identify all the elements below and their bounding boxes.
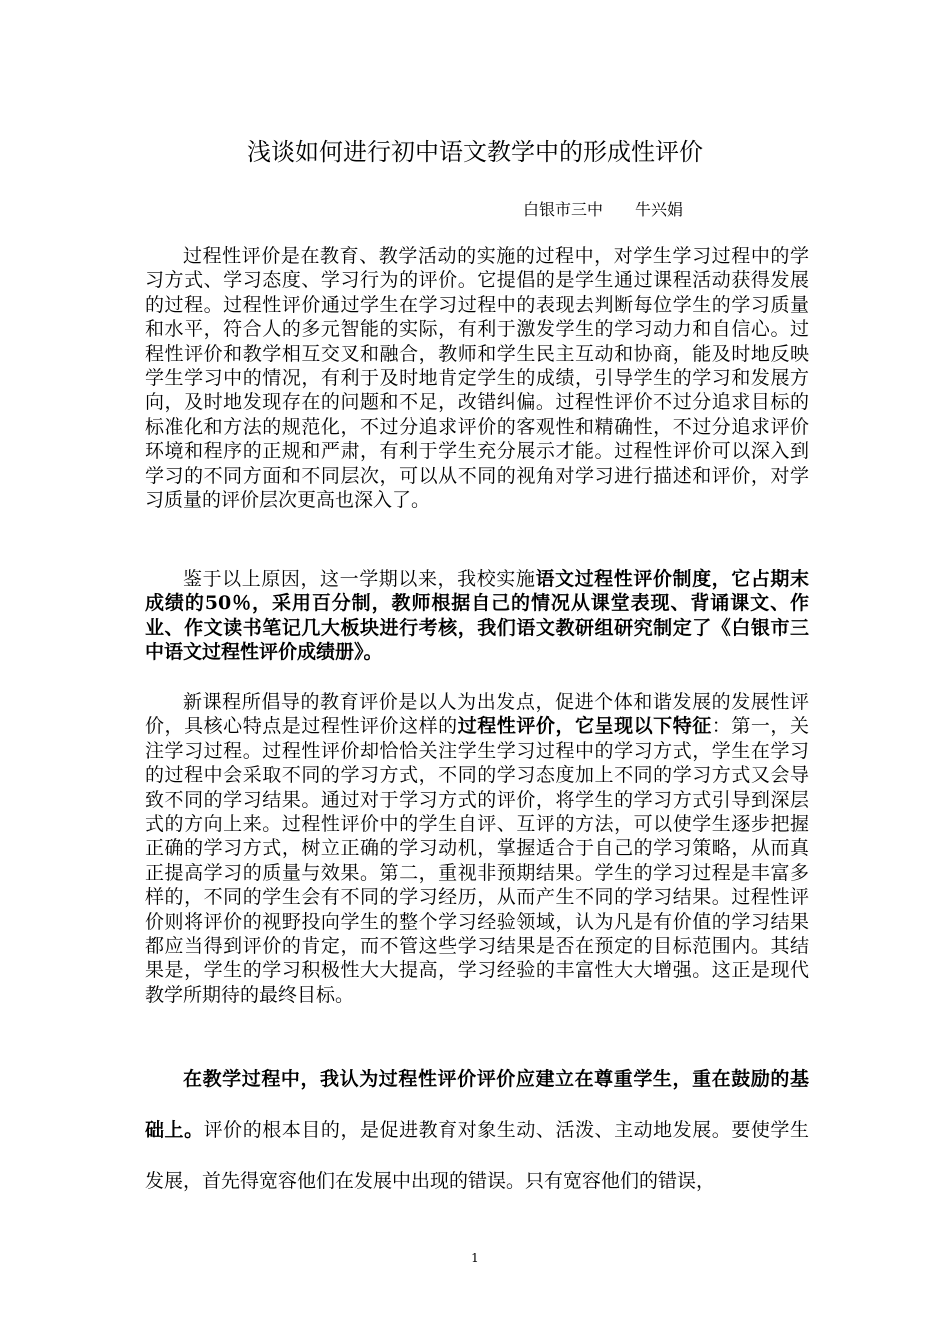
paragraph-4-bold-text: 在教学过程中，我认为过程性评价评价应建立在尊重学生，重在鼓励的基础上。 [145,1068,809,1141]
paragraph-3-text-b: ：第一，关注学习过程。过程性评价却恰恰关注学生学习过程中的学习方式，学生在学习的过程中会采取不同的学习方式，不同的学习态度加上不同的学习方式又会导致不同的学习结果。通过对于学习方式的评价，将学生的学习方式引导到深层式的方向上来。过程性评价中的学生自评、互评的方法，可以使学生逐步把握正确的学习方式，树立正确的学习动机，掌握适合于自己的学习策略，从而真正提高学习的质量与效果。第二，重视非预期结果。学生的学习过程是丰富多样的，不同的学生会有不同的学习经历，从而产生不同的学习结果。过程性评价则将评价的视野投向学生的整个学习经验领域，认为凡是有价值的学习结果都应当得到评价的肯定，而不管这些学习结果是否在预定的目标范围内。其结果是，学生的学习积极性大大提高，学习经验的丰富性大大增强。这正是现代教学所期待的最终目标。 [145,715,809,1006]
paragraph-2-text: 鉴于以上原因，这一学期以来，我校实施 [183,568,536,590]
paragraph-2 [145,567,809,665]
page-number: 1 [471,1251,479,1265]
paragraph-2-bold-text: 语文过程性评价制度，它占期末成绩的50％，采用百分制，教师根据自己的情况从课堂表现、背诵课文、作业、作文读书笔记几大板块进行考核，我们语文教研组研究制定了《白银市三中语文过程性评价成绩册》。 [145,568,809,664]
paragraph-3 [145,690,809,1007]
paragraph-4 [145,1054,809,1207]
document-title: 浅谈如何进行初中语文教学中的形成性评价 [247,138,703,166]
paragraph-3-text-a: 新课程所倡导的教育评价是以人为出发点，促进个体和谐发展的发展性评价，具核心特点是过程性评价这样的 [145,691,809,738]
paragraph-1: 过程性评价是在教育、教学活动的实施的过程中，对学生学习过程中的学习方式、学习态度、学习行为的评价。它提倡的是学生通过课程活动获得发展的过程。过程性评价通过学生在学习过程中的表现去判断每位学生的学习质量和水平，符合人的多元智能的实际，有利于激发学生的学习动力和自信心。过程性评价和教学相互交叉和融合，教师和学生民主互动和协商，能及时地反映学生学习中的情况，有利于及时地肯定学生的成绩，引导学生的学习和发展方向，及时地发现存在的问题和不足，改错纠偏。过程性评价不过分追求目标的标准化和方法的规范化，不过分追求评价的客观性和精确性，不过分追求评价环境和程序的正规和严肃，有利于学生充分展示才能。过程性评价可以深入到学习的不同方面和不同层次，可以从不同的视角对学习进行描述和评价，对学习质量的评价层次更高也深入了。 [145,245,809,512]
author-byline: 白银市三中 牛兴娟 [523,200,684,219]
paragraph-3-bold-text: 过程性评价，它呈现以下特征 [457,715,712,738]
paragraph-4-text: 评价的根本目的，是促进教育对象生动、活泼、主动地发展。要使学生发展，首先得宽容他们在发展中出现的错误。只有宽容他们的错误， [145,1119,809,1192]
